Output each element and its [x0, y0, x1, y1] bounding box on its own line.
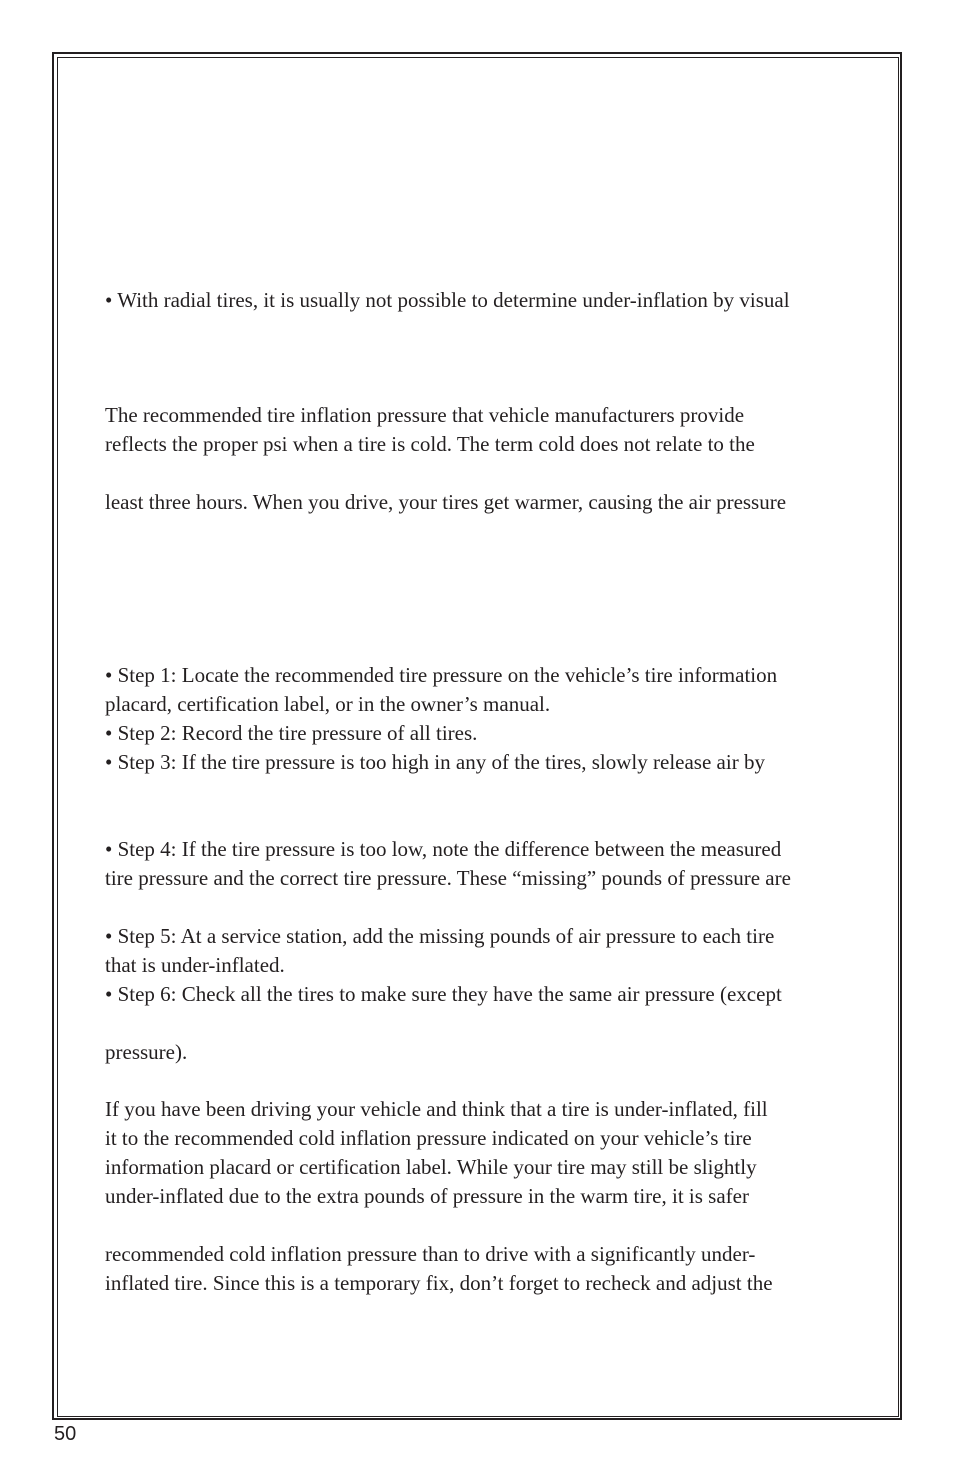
step-1-line: placard, certification label, or in the owner’s manual.: [105, 692, 551, 716]
paragraph-line: it to the recommended cold inflation pressure indicated on your vehicle’s tire: [105, 1126, 752, 1150]
step-4-line: • Step 4: If the tire pressure is too low, note the difference between the measured: [105, 837, 782, 861]
step-1-line: • Step 1: Locate the recommended tire pressure on the vehicle’s tire information: [105, 663, 778, 687]
step-6-line: • Step 6: Check all the tires to make sure they have the same air pressure (except: [105, 982, 782, 1006]
paragraph-line: recommended cold inflation pressure than to drive with a significantly under-: [105, 1242, 756, 1266]
paragraph-line: inflated tire. Since this is a temporary fix, don’t forget to recheck and adjust the: [105, 1271, 773, 1295]
step-6-line: pressure).: [105, 1040, 188, 1064]
radial-tires-bullet: • With radial tires, it is usually not possible to determine under-inflation by visual: [105, 288, 790, 312]
paragraph-line: under-inflated due to the extra pounds of pressure in the warm tire, it is safer: [105, 1184, 749, 1208]
paragraph-line: least three hours. When you drive, your tires get warmer, causing the air pressure: [105, 490, 787, 514]
paragraph-line: The recommended tire inflation pressure that vehicle manufacturers provide: [105, 403, 745, 427]
page-number: 50: [54, 1423, 77, 1445]
step-5-line: that is under-inflated.: [105, 953, 285, 977]
paragraph-line: If you have been driving your vehicle and think that a tire is under-inflated, fill: [105, 1097, 768, 1121]
paragraph-line: reflects the proper psi when a tire is cold. The term cold does not relate to the: [105, 432, 755, 456]
paragraph-line: information placard or certification label. While your tire may still be slightly: [105, 1155, 757, 1179]
step-4-line: tire pressure and the correct tire pressure. These “missing” pounds of pressure are: [105, 866, 791, 890]
step-5-line: • Step 5: At a service station, add the missing pounds of air pressure to each tire: [105, 924, 775, 948]
step-3-line: • Step 3: If the tire pressure is too high in any of the tires, slowly release air by: [105, 750, 765, 774]
step-2-line: • Step 2: Record the tire pressure of all tires.: [105, 721, 478, 745]
